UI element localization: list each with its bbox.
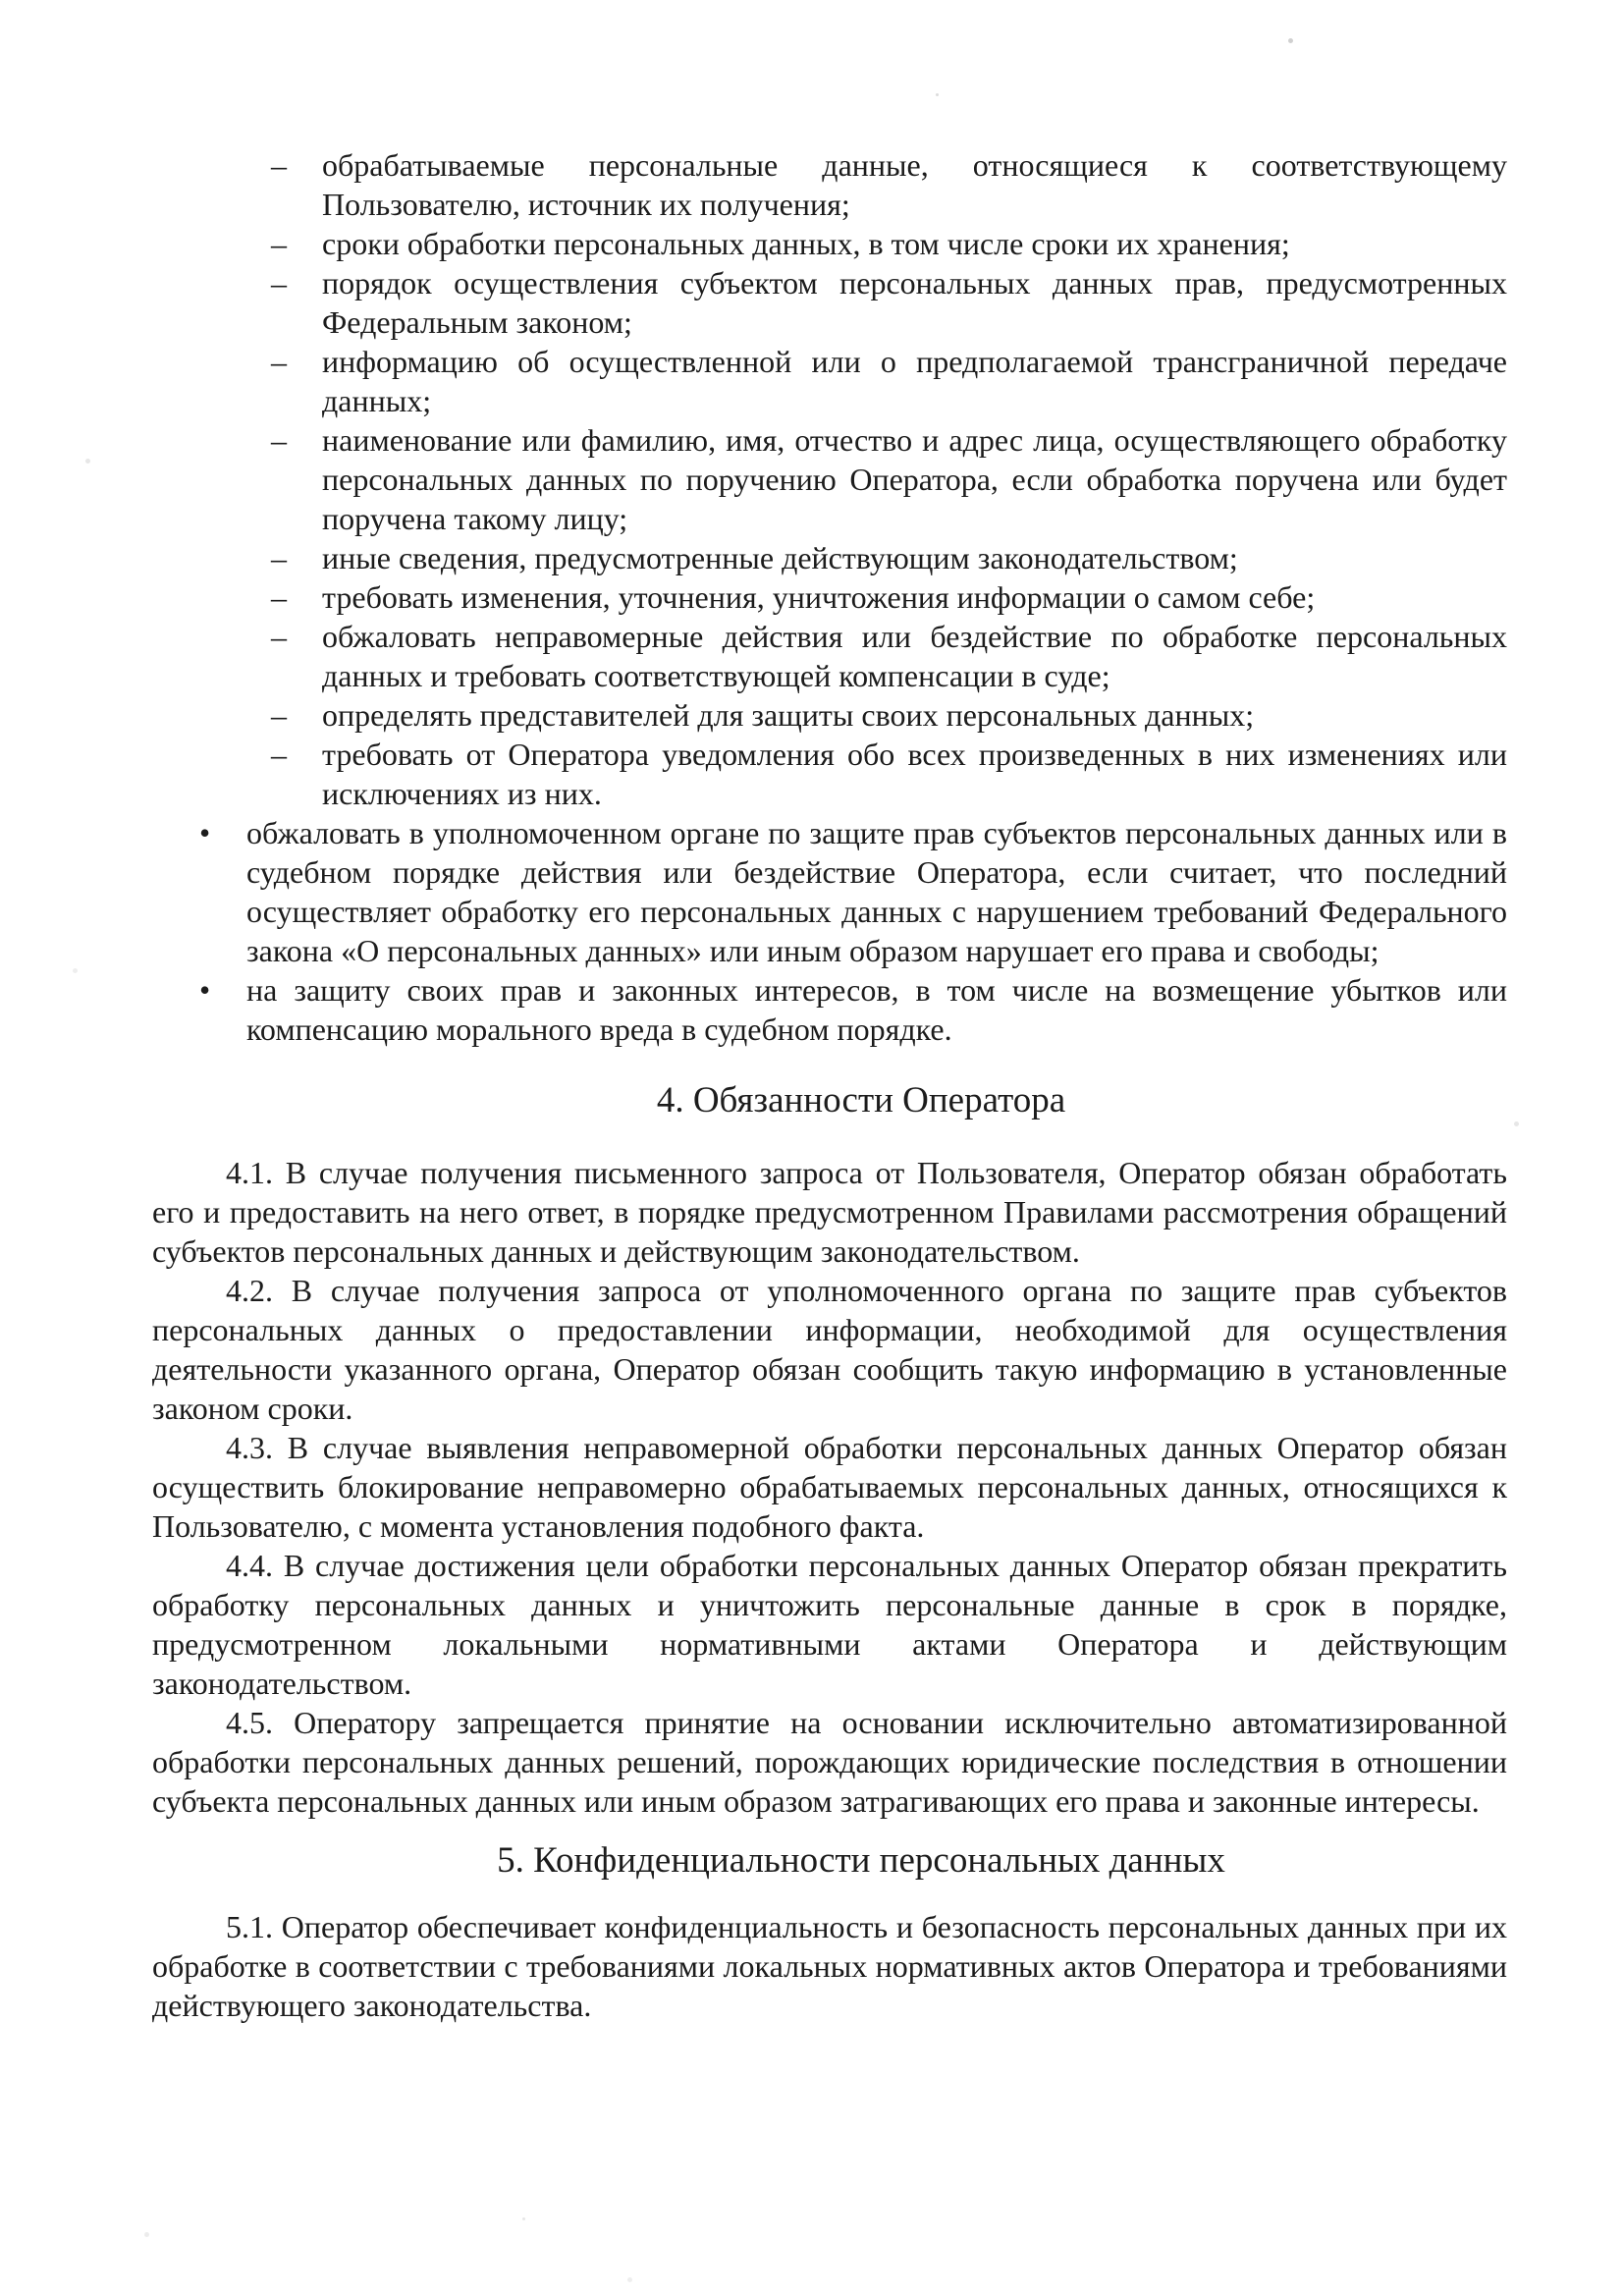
dash-marker: – (271, 737, 287, 772)
dash-marker: – (271, 619, 287, 654)
scan-artifacts (0, 0, 3, 3)
list-item-text: обжаловать неправомерные действия или бездействие по обработке персональных данных и требовать соответствующей компенсации в суде; (322, 619, 1507, 693)
bullet-marker: • (199, 815, 211, 850)
list-item (152, 695, 1507, 735)
dash-list (152, 145, 1507, 813)
dash-marker: – (271, 540, 287, 575)
dash-marker: – (271, 697, 287, 733)
list-item-text: информацию об осуществленной или о предполагаемой трансграничной передаче данных; (322, 344, 1507, 418)
list-item (152, 538, 1507, 577)
dash-marker: – (271, 147, 287, 183)
dash-marker: – (271, 422, 287, 458)
list-item (152, 224, 1507, 263)
list-item-text: требовать изменения, уточнения, уничтожения информации о самом себе; (322, 579, 1316, 615)
list-item (152, 420, 1507, 538)
paragraph-5-1: 5.1. Оператор обеспечивает конфиденциальность и безопасность персональных данных при их обработке в соответствии с требованиями локальных нормативных актов Оператора и требованиями действующего законодательства. (152, 1909, 1507, 2023)
paragraph-4-1: 4.1. В случае получения письменного запроса от Пользователя, Оператор обязан обработать его и предоставить на него ответ, в порядке предусмотренном Правилами рассмотрения обращений субъектов персональных данных и действующим законодательством. (152, 1155, 1507, 1269)
bullet-marker: • (199, 972, 211, 1008)
list-item-text: требовать от Оператора уведомления обо всех произведенных в них изменениях или исключениях из них. (322, 737, 1507, 811)
paragraph-4-3: 4.3. В случае выявления неправомерной обработки персональных данных Оператор обязан осуществить блокирование неправомерно обрабатываемых персональных данных, относящихся к Пользователю, с момента установления подобного факта. (152, 1430, 1507, 1544)
list-item (152, 577, 1507, 617)
list-item-text: наименование или фамилию, имя, отчество и адрес лица, осуществляющего обработку персональных данных по поручению Оператора, если обработка поручена или будет поручена такому лицу; (322, 422, 1507, 536)
list-item (152, 145, 1507, 224)
dash-marker: – (271, 344, 287, 379)
dash-marker: – (271, 226, 287, 261)
document-content (152, 145, 1507, 2025)
paragraph-4-2: 4.2. В случае получения запроса от уполномоченного органа по защите прав субъектов персональных данных о предоставлении информации, необходимой для осуществления деятельности указанного органа, Оператор обязан сообщить такую информацию в установленные законом сроки. (152, 1273, 1507, 1426)
list-item-text: обрабатываемые персональные данные, относящиеся к соответствующему Пользователю, источник их получения; (322, 147, 1507, 222)
paragraph-4-4: 4.4. В случае достижения цели обработки персональных данных Оператор обязан прекратить обработку персональных данных и уничтожить персональные данные в срок в порядке, предусмотренном локальными нормативными актами Оператора и действующим законодательством. (152, 1548, 1507, 1701)
list-item (152, 970, 1507, 1049)
dash-marker: – (271, 265, 287, 301)
list-item (152, 617, 1507, 695)
list-item-text: определять представителей для защиты своих персональных данных; (322, 697, 1255, 733)
list-item (152, 735, 1507, 813)
list-item-text: порядок осуществления субъектом персональных данных прав, предусмотренных Федеральным законом; (322, 265, 1507, 340)
section-title-operator-obligations: 4. Обязанности Оператора (656, 1080, 1066, 1121)
list-item-text: иные сведения, предусмотренные действующим законодательством; (322, 540, 1238, 575)
list-item-text: обжаловать в уполномоченном органе по защите прав субъектов персональных данных или в судебном порядке действия или бездействие Оператора, если считает, что последний осуществляет обработку его персональных данных с нарушением требований Федерального закона «О персональных данных» или иным образом нарушает его права и свободы; (246, 815, 1507, 968)
list-item-text: на защиту своих прав и законных интересов, в том числе на возмещение убытков или компенсацию морального вреда в судебном порядке. (246, 972, 1507, 1047)
bullet-list (152, 813, 1507, 1049)
section-title-confidentiality: 5. Конфиденциальности персональных данных (497, 1840, 1225, 1881)
list-item (152, 263, 1507, 342)
paragraph-4-5: 4.5. Оператору запрещается принятие на основании исключительно автоматизированной обработки персональных данных решений, порождающих юридические последствия в отношении субъекта персональных данных или иным образом затрагивающих его права и законные интересы. (152, 1705, 1507, 1819)
list-item (152, 342, 1507, 420)
list-item-text: сроки обработки персональных данных, в том числе сроки их хранения; (322, 226, 1290, 261)
list-item (152, 813, 1507, 970)
dash-marker: – (271, 579, 287, 615)
